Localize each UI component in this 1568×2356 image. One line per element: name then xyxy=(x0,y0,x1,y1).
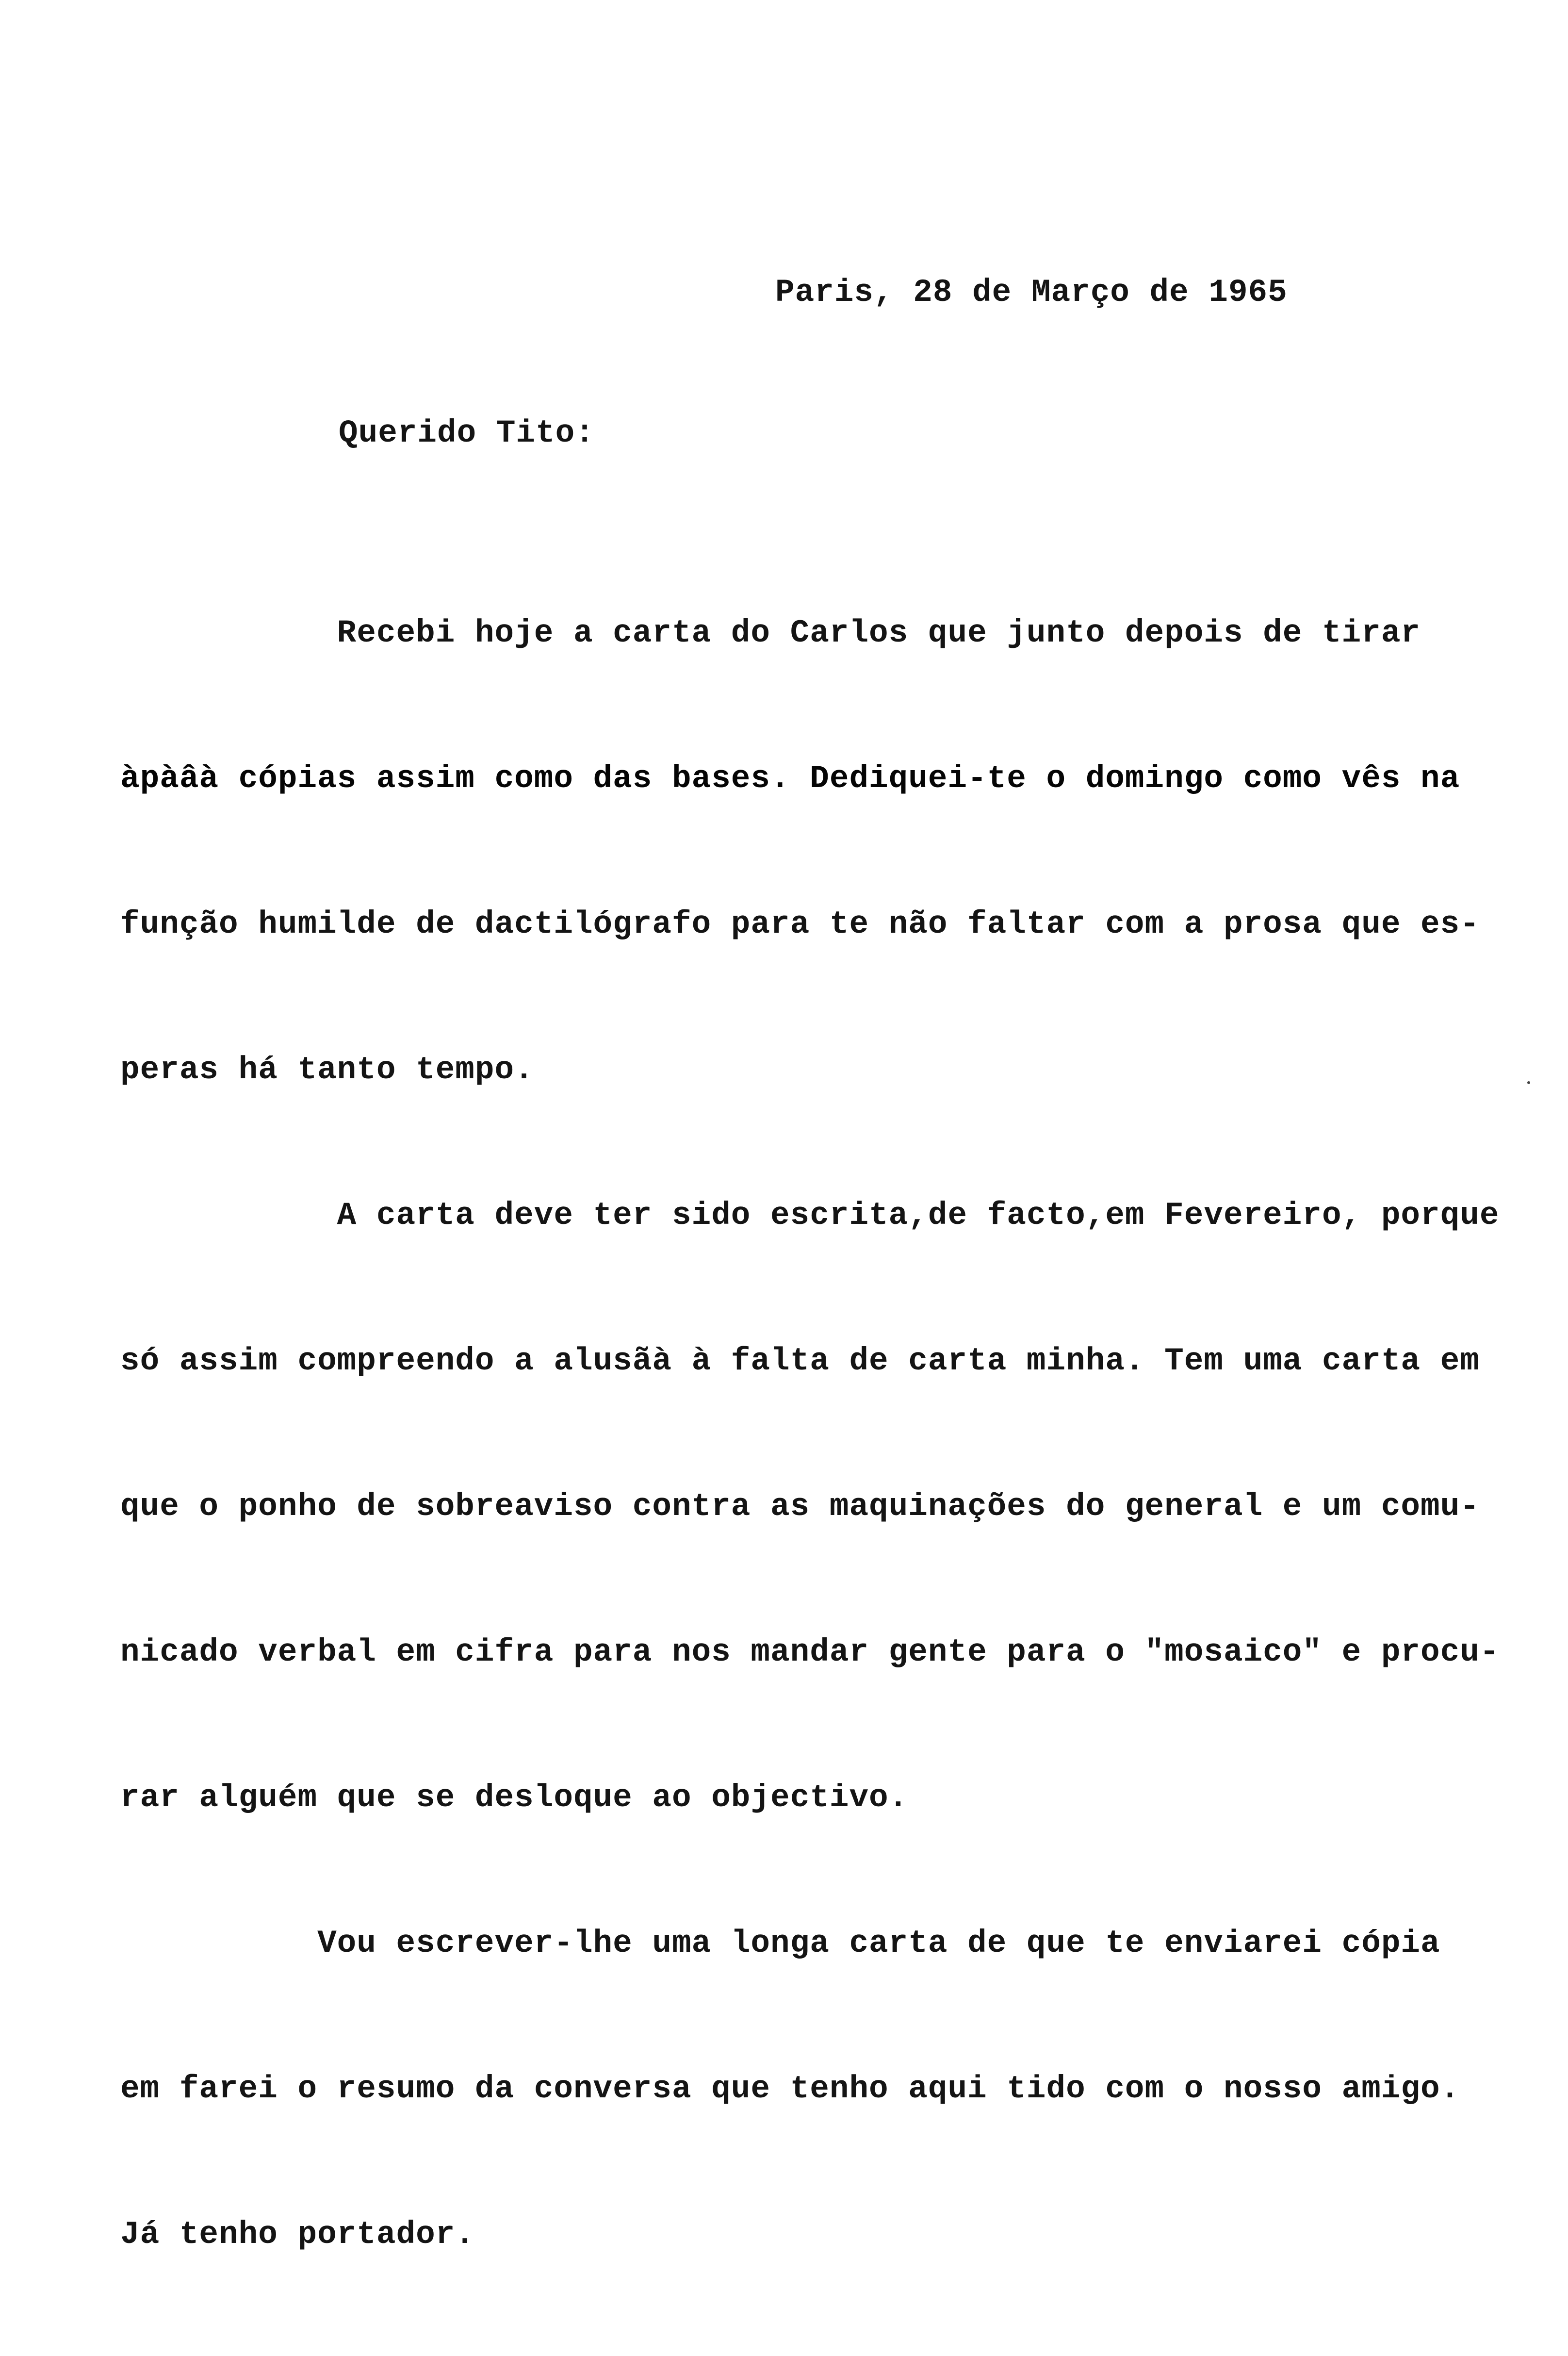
dateline: Paris, 28 de Março de 1965 xyxy=(775,274,1288,311)
salutation: Querido Tito: xyxy=(339,415,595,451)
body-line: Recebi hoje a carta do Carlos que junto depois de tirar xyxy=(120,615,1421,651)
ink-speck xyxy=(1527,1081,1530,1084)
body-line: àpàâà cópias assim como das bases. Dediquei-te o domingo como vês na xyxy=(120,760,1460,797)
body-line: só assim compreendo a alusãà à falta de carta minha. Tem uma carta em xyxy=(120,1343,1480,1379)
body-line: em farei o resumo da conversa que tenho aqui tido com o nosso amigo. xyxy=(120,2071,1460,2107)
body-line: nicado verbal em cifra para nos mandar gente para o "mosaico" e procu- xyxy=(120,1634,1500,1670)
body-line: função humilde de dactilógrafo para te não faltar com a prosa que es- xyxy=(120,906,1480,942)
body-line: Vou escrever-lhe uma longa carta de que te enviarei cópia xyxy=(120,1925,1440,1961)
body-line: rar alguém que se desloque ao objectivo. xyxy=(120,1779,909,1816)
body-line: que o ponho de sobreaviso contra as maquinações do general e um comu- xyxy=(120,1488,1480,1525)
body-line: Já tenho portador. xyxy=(120,2216,475,2253)
body-line: A carta deve ter sido escrita,de facto,em Fevereiro, porque xyxy=(120,1197,1500,1234)
letter-body xyxy=(120,512,1499,2356)
body-line: peras há tanto tempo. xyxy=(120,1052,534,1088)
